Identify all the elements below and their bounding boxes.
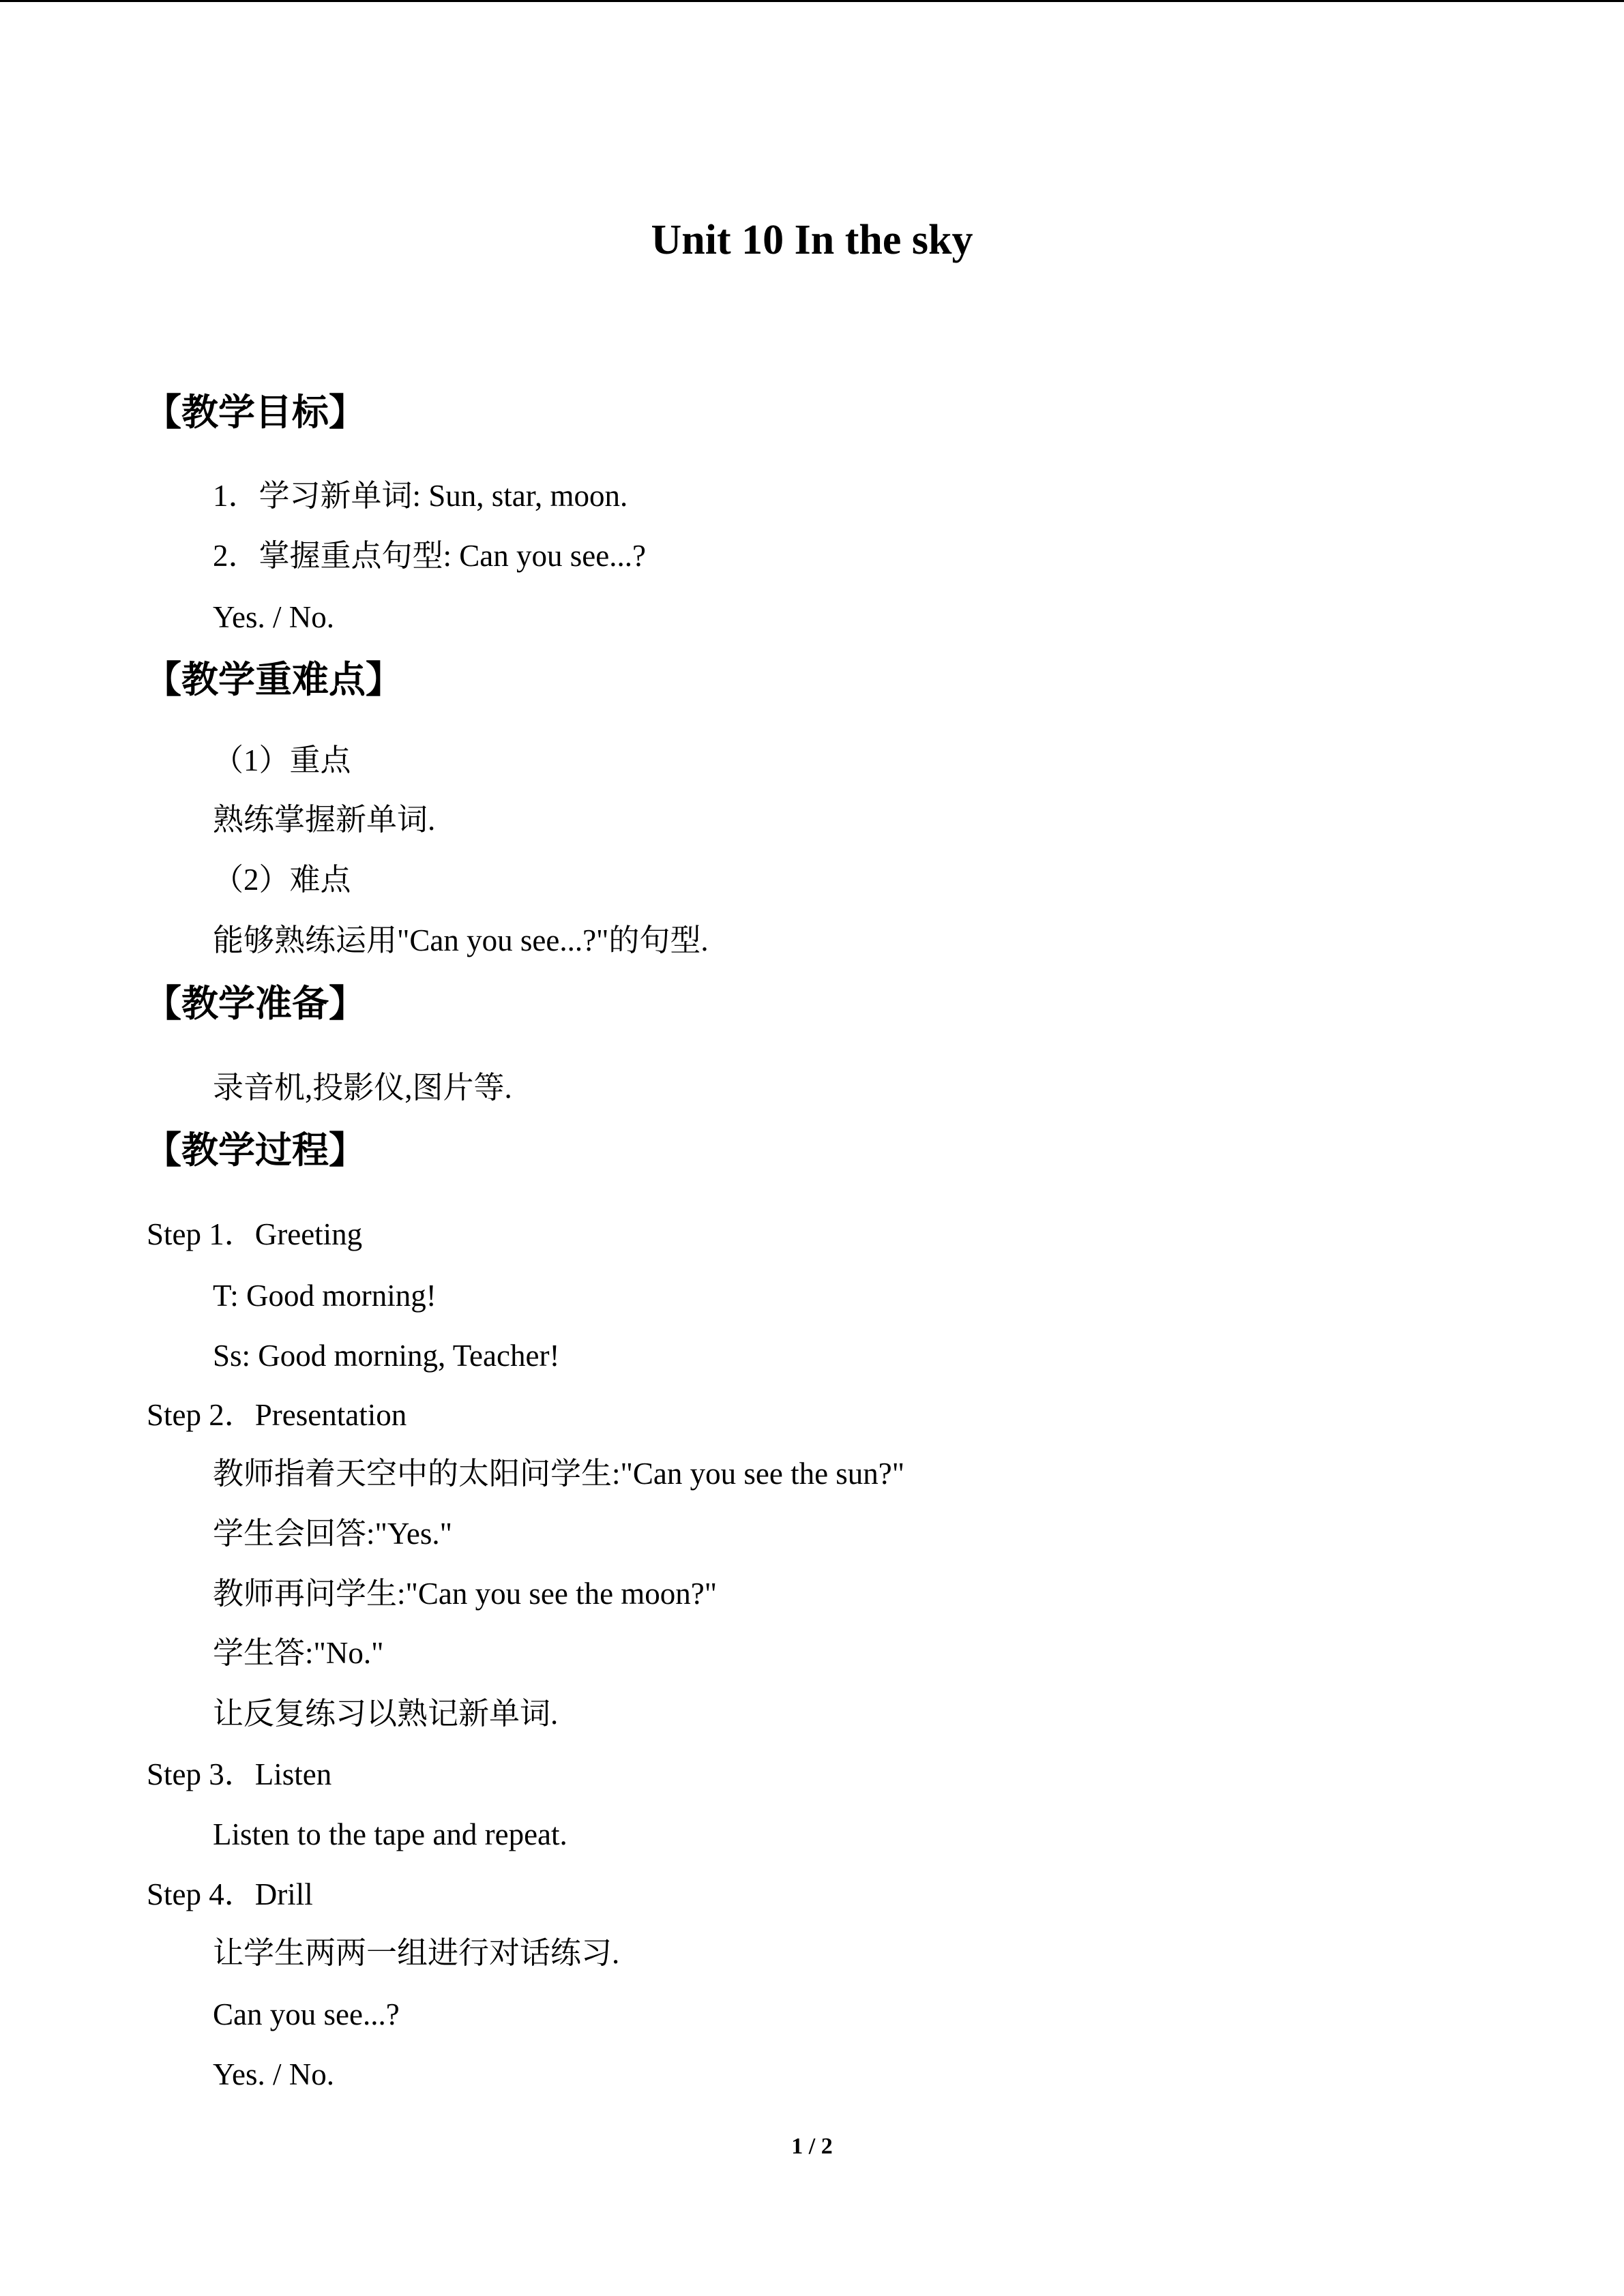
step-2-line-5: 让反复练习以熟记新单词.: [213, 1697, 559, 1731]
key-point-line-2: 熟练掌握新单词.: [213, 803, 436, 837]
step-2-line-1: 教师指着天空中的太阳问学生:"Can you see the sun?": [213, 1457, 905, 1491]
step-2-line-2: 学生会回答:"Yes.": [213, 1517, 452, 1551]
section-heading-goals: 【教学目标】: [145, 392, 366, 433]
section-heading-key-points: 【教学重难点】: [145, 659, 402, 700]
step-1-line-2: Ss: Good morning, Teacher!: [213, 1339, 560, 1373]
preparation-line-1: 录音机,投影仪,图片等.: [213, 1071, 512, 1105]
step-2-line-3: 教师再问学生:"Can you see the moon?": [213, 1577, 718, 1611]
key-point-line-1: （1）重点: [213, 743, 351, 777]
key-point-line-4: 能够熟练运用"Can you see...?"的句型.: [213, 923, 709, 957]
top-border-line: [0, 0, 1624, 2]
step-1-line-1: T: Good morning!: [213, 1279, 437, 1313]
key-point-line-3: （2）难点: [213, 863, 351, 897]
step-4-line-3: Yes. / No.: [213, 2057, 334, 2091]
step-2-line-4: 学生答:"No.": [213, 1636, 384, 1670]
document-title: Unit 10 In the sky: [651, 217, 973, 263]
step-3-line-1: Listen to the tape and repeat.: [213, 1817, 567, 1851]
section-heading-process: 【教学过程】: [145, 1130, 366, 1171]
step-4-line-2: Can you see...?: [213, 1997, 400, 2031]
step-4-line-1: 让学生两两一组进行对话练习.: [213, 1936, 620, 1970]
step-2-title: Step 2．Presentation: [147, 1398, 407, 1432]
goal-line-1: 1．学习新单词: Sun, star, moon.: [213, 479, 628, 513]
step-4-title: Step 4．Drill: [147, 1877, 313, 1911]
section-heading-preparation: 【教学准备】: [145, 983, 366, 1024]
goal-line-2: 2．掌握重点句型: Can you see...?: [213, 539, 646, 573]
goal-line-3: Yes. / No.: [213, 600, 334, 634]
page-number: 1 / 2: [791, 2134, 833, 2159]
step-3-title: Step 3．Listen: [147, 1757, 332, 1791]
step-1-title: Step 1．Greeting: [147, 1217, 363, 1251]
